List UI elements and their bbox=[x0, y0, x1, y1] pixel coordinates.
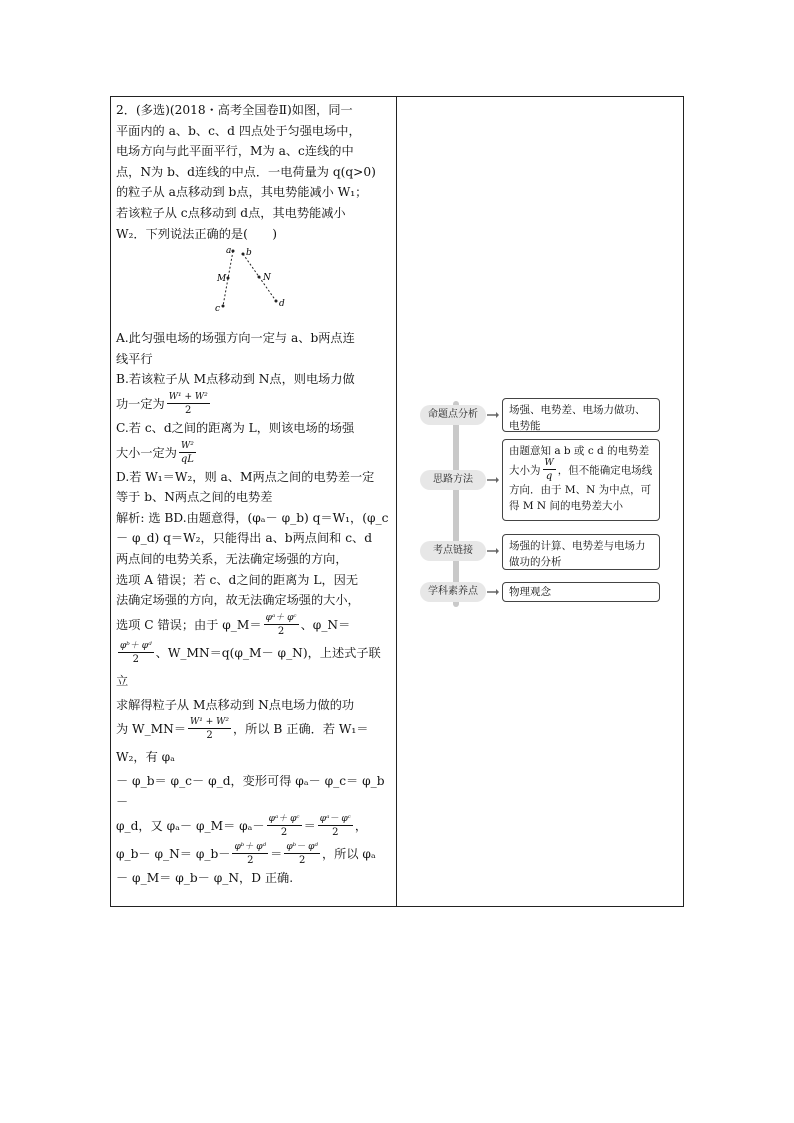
option-c-line: C.若 c、d之间的距离为 L，则该电场的场强 bbox=[116, 420, 355, 435]
question-line: 电场方向与此平面平行，M为 a、c连线的中 bbox=[116, 144, 354, 159]
fraction: $\frac{\text{φᵇ－ φᵈ}}{2}$ bbox=[286, 842, 318, 867]
box-proposition-analysis: 场强、电势差、电场力做功、电势能 bbox=[502, 398, 660, 432]
label-d: d bbox=[279, 299, 285, 310]
label-N: N bbox=[263, 273, 271, 284]
panel-spine bbox=[453, 401, 459, 607]
question-line: 的粒子从 a点移动到 b点，其电势能减小 W₁； bbox=[116, 185, 368, 200]
option-d-line: D.若 W₁＝W₂，则 a、M两点之间的电势差一定 bbox=[116, 469, 375, 484]
point-N bbox=[258, 276, 261, 279]
analysis-panel bbox=[420, 395, 662, 615]
tag-knowledge-link: 考点链接 bbox=[420, 541, 486, 561]
solution-formula-line: 为 W_MN＝ $\frac{\text{W¹ + W²}}{2}$ ，所以 B 正确．若 W₁＝W₂，有 φₐ bbox=[116, 717, 369, 765]
question-line: 点，N为 b、d连线的中点．一电荷量为 q(q>0) bbox=[116, 164, 376, 179]
label-a: a bbox=[226, 246, 232, 257]
solution-line: － φ_d) q＝W₂，只能得出 a、b两点间和 c、d bbox=[116, 531, 373, 546]
fraction: $\frac{\text{W²}}{qL}$ bbox=[180, 440, 194, 465]
option-a-line: 线平行 bbox=[116, 351, 153, 366]
option-d-line: 等于 b、N两点之间的电势差 bbox=[116, 490, 273, 505]
arrow-right-icon bbox=[486, 541, 500, 561]
fraction: $\frac{\text{φᵇ＋ φᵈ}}{2}$ bbox=[120, 640, 152, 665]
solution-line: － φ_M＝ φ_b－ φ_N，D 正确. bbox=[116, 871, 294, 886]
fraction: $\frac{\text{W¹ + W²}}{2}$ bbox=[168, 391, 208, 416]
fraction: $\frac{\text{φᵃ＋ φᶜ}}{2}$ bbox=[265, 612, 297, 637]
question-line: 2．(多选)(2018・高考全国卷Ⅱ)如图，同一 bbox=[116, 103, 353, 117]
point-b bbox=[242, 253, 245, 256]
option-a-line: A.此匀强电场的场强方向一定与 a、b两点连 bbox=[116, 331, 355, 346]
fraction: $\frac{\text{W¹ + W²}}{2}$ bbox=[190, 717, 229, 742]
fraction: $\frac{\text{φᵇ＋ φᵈ}}{2}$ bbox=[234, 842, 267, 867]
solution-line: 解析: 选 BD.由题意得，(φₐ－ φ_b) q＝W₁，(φ_c bbox=[116, 510, 389, 525]
solution-formula-line: φ_b－ φ_N＝ φ_b－ $\frac{\text{φᵇ＋ φᵈ}}{2}$ ＝ $\frac{\text{φᵇ－ φᵈ}}{2}$ ，所以 φₐ bbox=[116, 842, 376, 867]
fraction: $\frac{W}{q}$ bbox=[544, 458, 554, 482]
tag-literacy: 学科素养点 bbox=[420, 582, 486, 602]
fraction: $\frac{\text{φᵃ－ φᶜ}}{2}$ bbox=[319, 814, 351, 839]
arrow-right-icon bbox=[486, 582, 500, 602]
fraction: $\frac{\text{φᵃ＋ φᶜ}}{2}$ bbox=[268, 814, 300, 839]
label-M: M bbox=[217, 274, 227, 285]
arrow-right-icon bbox=[486, 405, 500, 425]
solution-line: 求解得粒子从 M点移动到 N点电场力做的功 bbox=[116, 697, 355, 712]
solution-line: 法确定场强的方向，故无法确定场强的大小， bbox=[116, 593, 360, 608]
point-c bbox=[222, 305, 225, 308]
box-method: 由题意知 a b 或 c d 的电势差大小为 $\frac{W}{q}$ ，但不能确定电场线方向．由于 M、N 为中点，可得 M N 间的电势差大小 bbox=[502, 439, 660, 521]
box-literacy: 物理观念 bbox=[502, 582, 660, 602]
tag-proposition-analysis: 命题点分析 bbox=[420, 405, 486, 425]
solution-line: － φ_b＝ φ_c－ φ_d，变形可得 φₐ－ φ_c＝ φ_b－ bbox=[116, 774, 385, 809]
tag-method: 思路方法 bbox=[420, 470, 486, 490]
solution-formula-line: 选项 C 错误；由于 φ_M＝ $\frac{\text{φᵃ＋ φᶜ}}{2}$ 、φ_N＝ bbox=[116, 612, 351, 637]
point-d bbox=[275, 300, 278, 303]
solution-line: 两点间的电势关系，无法确定场强的方向， bbox=[116, 551, 348, 566]
question-line: 平面内的 a、b、c、d 四点处于匀强电场中， bbox=[116, 123, 361, 138]
solution-formula-line: φ_d，又 φₐ－ φ_M＝ φₐ－ $\frac{\text{φᵃ＋ φᶜ}}{2}$ ＝ $\frac{\text{φᵃ－ φᶜ}}{2}$ ， bbox=[116, 814, 368, 839]
label-c: c bbox=[215, 304, 221, 315]
label-b: b bbox=[246, 248, 252, 259]
option-b-line: B.若该粒子从 M点移动到 N点，则电场力做 bbox=[116, 372, 355, 387]
arrow-right-icon bbox=[486, 470, 500, 490]
column-divider bbox=[396, 96, 397, 907]
point-a bbox=[232, 250, 235, 253]
diagram-svg bbox=[206, 246, 296, 326]
option-b-formula: 功一定为 $\frac{\text{W¹ + W²}}{2}$ bbox=[116, 391, 208, 416]
option-c-formula: 大小一定为 $\frac{\text{W²}}{qL}$ bbox=[116, 440, 194, 465]
solution-formula-line: $\frac{\text{φᵇ＋ φᵈ}}{2}$ 、W_MN＝q(φ_M－ φ_N)，上述式子联立 bbox=[116, 640, 381, 688]
question-line: 若该粒子从 c点移动到 d点，其电势能减小 bbox=[116, 205, 346, 220]
left-column bbox=[116, 100, 392, 889]
question-line: W₂．下列说法正确的是( ) bbox=[116, 226, 277, 241]
solution-line: 选项 A 错误；若 c、d之间的距离为 L，因无 bbox=[116, 572, 359, 587]
point-M bbox=[227, 277, 230, 280]
box-knowledge-link: 场强的计算、电势差与电场力做功的分析 bbox=[502, 534, 660, 570]
point-diagram bbox=[116, 246, 392, 326]
